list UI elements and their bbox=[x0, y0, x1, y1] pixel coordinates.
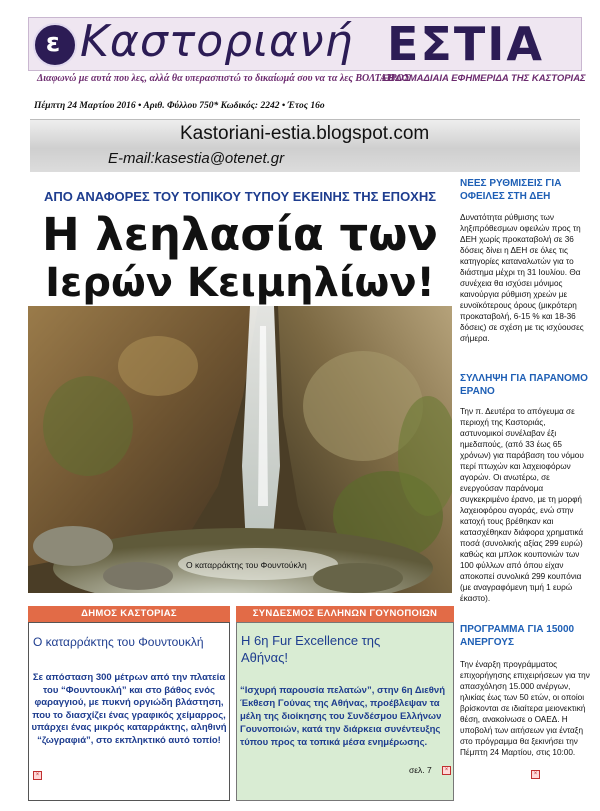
article-page-ref: σελ. 7 bbox=[409, 765, 432, 775]
section-bar-furriers: ΣΥΝΔΕΣΜΟΣ ΕΛΛΗΝΩΝ ΓΟΥΝΟΠΟΙΩΝ bbox=[236, 606, 454, 622]
blog-link[interactable]: Kastoriani-estia.blogspot.com bbox=[180, 123, 430, 144]
article-body-fur: “Ισχυρή παρουσία πελατών”, στην 6η Διεθνή Έκθεση Γούνας της Αθήνας, προέβλεψαν τα μέλη της διοίκησης του Συνδέσμου Ελλήνων Γουνοποιών, κατά την διάρκεια συνέντευξης τύπου προς τα τοπικά μέσα ενημέρωσης. bbox=[240, 685, 446, 748]
end-of-article-icon: × bbox=[442, 766, 451, 775]
email-link[interactable]: E-mail:kasestia@otenet.gr bbox=[108, 150, 285, 167]
section-bar-dimos: ΔΗΜΟΣ ΚΑΣΤΟΡΙΑΣ bbox=[28, 606, 230, 622]
sidebar-body-dei: Δυνατότητα ρύθμισης των ληξιπρόθεσμων οφειλών προς τη ΔΕΗ χωρίς προκαταβολή σε 36 δόσεις δίνει η ΔΕΗ σε όλες τις κατηγορίες καταναλωτών για το διάστημα μέχρι τη 31 Ιουλίου. Θα συνέχεια θα ισχύσει μόνιμος καινούργια ρύθμιση χρεών με ευνοϊκότερους όρους (μικρότερη προκαταβολή, 6-15 % και 18-36 δόσεις) σε σχέση με τις ισχύουσες σήμερα. bbox=[460, 213, 584, 343]
sidebar-head-dei[interactable]: ΝΕΕΣ ΡΥΘΜΙΣΕΙΣ ΓΙΑ ΟΦΕΙΛΕΣ ΣΤΗ ΔΕΗ bbox=[460, 178, 562, 202]
lead-headline-line1: Η λεηλασία των bbox=[42, 208, 438, 261]
motto: Διαφωνώ με αυτά που λες, αλλά θα υπερασπιστώ το δικαίωμά σου να τα λες ΒΟΛΤΑΙΡΟΣ bbox=[37, 73, 411, 84]
sidebar-head-program[interactable]: ΠΡΟΓΡΑΜΜΑ ΓΙΑ 15000 ΑΝΕΡΓΟΥΣ bbox=[460, 624, 575, 648]
newspaper-title-part1: Καστοριανή bbox=[80, 16, 354, 67]
sidebar-body-program: Την έναρξη προγράμματος επιχορήγησης επιχειρήσεων για την απασχόληση 15.000 ανέργων, ηλικίας έως των 50 ετών, οι οποίοι βρίσκονται σε ιδιαίτερα μειονεκτική θέση, ανακοίνωσε ο ΟΑΕΔ. Η υποβολή των αιτήσεων για ένταξη στο πρόγραμμα θα ξεκινήσει την Πέμπτη 24 Μαρτίου, στις 10:00. bbox=[460, 660, 590, 757]
article-body-waterfall: Σε απόσταση 300 μέτρων από την πλατεία του “Φουντουκλή” και στο βάθος ενός φαραγγιού, με πυκνή οργιώδη βλάστηση, που το διασχίζει ένας γραφικός χείμαρρος, υπάρχει ένας μικρός καταρράκτης, αληθινή “ζωγραφιά”, στο εκπληκτικό αυτό τοπίο! bbox=[31, 672, 227, 746]
weekly-label: ΕΒΔΟΜΑΔΙΑΙΑ ΕΦΗΜΕΡΙΔΑ ΤΗΣ ΚΑΣΤΟΡΙΑΣ bbox=[382, 73, 586, 84]
logo-letter: ε bbox=[45, 28, 61, 58]
lead-headline-line2: Ιερών Κειμηλίων! bbox=[45, 260, 435, 306]
article-title-waterfall[interactable]: Ο καταρράκτης του Φουντουκλή bbox=[33, 635, 204, 649]
article-title-fur[interactable]: Η 6η Fur Excellence της Αθήνας! bbox=[241, 633, 381, 665]
sidebar-head-arrest[interactable]: ΣΥΛΛΗΨΗ ΓΙΑ ΠΑΡΑΝΟΜΟ ΕΡΑΝΟ bbox=[460, 373, 588, 397]
end-of-article-icon: × bbox=[33, 771, 42, 780]
sidebar-body-arrest: Την π. Δευτέρα το απόγευμα σε περιοχή της Καστοριάς, αστυνομικοί συνέλαβαν έξι ημεδαπούς, (από 33 έως 65 χρόνων) για παράβαση του νόμου περί πτωχών και λαχειοφόρων αγορών. Οι ανωτέρω, σε ενεργούσαν παράνομα συγκεκριμένο έρανο, με τη μορφή λαχειοφόρου αγοράς, ενώ στην κατοχή τους βρέθηκαν και κατασχέθηκαν διάφορα χρηματικά ποσά (συνολικής αξίας 299 ευρώ) καθώς και μπλοκ κουπονιών των 100 φύλλων από όπου είχαν αποκοπεί συνολικά 299 κουπόνια (με αναγραφόμενη τιμή 1 ευρώ έκαστο). bbox=[460, 407, 584, 603]
end-of-article-icon: × bbox=[531, 770, 540, 779]
newspaper-title-part2: ΕΣΤΙΑ bbox=[387, 17, 544, 71]
photo-caption: Ο καταρράκτης του Φουντούκλη bbox=[186, 560, 307, 570]
waterfall-photo bbox=[28, 306, 452, 593]
issue-line: Πέμπτη 24 Μαρτίου 2016 • Αριθ. Φύλλου 750* Κωδικός: 2242 • Έτος 16ο bbox=[34, 101, 325, 111]
lead-kicker: ΑΠΟ ΑΝΑΦΟΡΕΣ ΤΟΥ ΤΟΠΙΚΟΥ ΤΥΠΟΥ ΕΚΕΙΝΗΣ ΤΗΣ ΕΠΟΧΗΣ bbox=[43, 189, 437, 204]
